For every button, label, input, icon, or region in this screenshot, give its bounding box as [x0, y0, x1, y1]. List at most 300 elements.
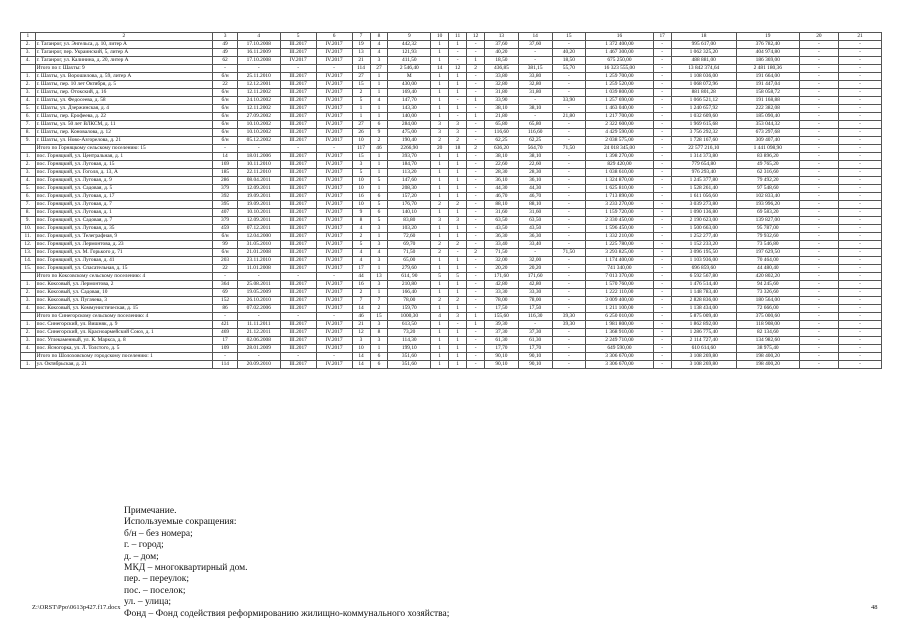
table-cell: 33,90	[552, 97, 586, 105]
table-cell: IV.2017	[316, 249, 352, 257]
table-cell: 4 429 590,00	[586, 129, 653, 137]
table-cell: 1.	[21, 321, 36, 329]
table-cell: 1	[449, 353, 467, 361]
table-cell: -	[653, 305, 671, 313]
table-cell: -	[799, 361, 838, 369]
address-cell: пос. Горняцкий, ул. Луговая, д. 35	[35, 225, 213, 233]
table-cell: -	[653, 193, 671, 201]
table-cell: 1	[449, 89, 467, 97]
table-cell: IV.2017	[316, 337, 352, 345]
table-cell: 12	[449, 65, 467, 73]
table-cell: -	[449, 49, 467, 57]
address-cell: Итого по Синегорскому сельскому поселению: 4	[35, 313, 213, 321]
table-row	[21, 217, 882, 225]
note-line: д. – дом;	[124, 551, 159, 562]
table-cell: -	[839, 137, 882, 145]
table-cell: 31,60	[518, 209, 552, 217]
table-cell: 32,80	[518, 81, 552, 89]
address-cell: пос. Коксовый, ул. Пугачева, 3	[35, 297, 213, 305]
table-cell: 176,70	[388, 201, 431, 209]
table-cell: 1 225 780,00	[586, 241, 653, 249]
table-row	[21, 41, 882, 49]
address-cell: г. Шахты, ул. Ворошилова, д. 59, литер А	[35, 73, 213, 81]
table-cell: 17,50	[485, 305, 519, 313]
table-cell: 1	[370, 185, 388, 193]
table-cell: -	[839, 289, 882, 297]
table-cell: 191 168,88	[736, 97, 799, 105]
table-cell: -	[799, 233, 838, 241]
table-cell: 12.12.2001	[237, 81, 280, 89]
table-cell: 12.11.2002	[237, 89, 280, 97]
table-cell: 3 108 269,80	[671, 353, 736, 361]
table-cell: 27	[370, 65, 388, 73]
table-cell: б/н	[213, 113, 238, 121]
table-cell: 2 828 836,00	[671, 297, 736, 305]
table-cell: 42,80	[485, 281, 519, 289]
table-cell: 1 528 261,40	[671, 185, 736, 193]
table-cell: 44,30	[485, 185, 519, 193]
table-cell: 1 152 233,20	[671, 241, 736, 249]
table-cell: 3	[352, 337, 370, 345]
table-cell: 114	[352, 65, 370, 73]
table-cell: 15.	[21, 265, 36, 273]
table-row	[21, 121, 882, 129]
table-cell: -	[839, 161, 882, 169]
table-cell: 197 629,50	[736, 249, 799, 257]
table-cell: 1 476 514,40	[671, 281, 736, 289]
table-cell: 3.	[21, 297, 36, 305]
table-cell: 36,10	[518, 177, 552, 185]
table-row	[21, 97, 882, 105]
table-cell: -	[518, 97, 552, 105]
table-row	[21, 265, 882, 273]
table-cell: 6 250 010,00	[586, 313, 653, 321]
table-cell: 13	[370, 273, 388, 281]
table-cell: 99	[213, 241, 238, 249]
table-cell: 2	[449, 201, 467, 209]
column-header-number: 16	[586, 33, 653, 41]
table-cell: 79 492,20	[736, 177, 799, 185]
table-cell: IV.2017	[316, 105, 352, 113]
table-cell: IV.2017	[280, 57, 316, 65]
table-row	[21, 225, 882, 233]
table-cell: -	[653, 113, 671, 121]
address-cell: пос. Углекаменный, ул. К. Маркса, д. 8	[35, 337, 213, 345]
table-cell: 40,20	[552, 49, 586, 57]
table-cell: 10.11.2010	[237, 161, 280, 169]
table-cell: 1 066 521,12	[671, 97, 736, 105]
table-cell: -	[653, 177, 671, 185]
table-cell: 475,00	[388, 129, 431, 137]
table-cell: 3 233 270,00	[586, 201, 653, 209]
table-cell: 1 625 810,00	[586, 185, 653, 193]
table-cell: -	[799, 41, 838, 49]
table-cell: 3	[449, 217, 467, 225]
table-cell: 14.	[21, 257, 36, 265]
table-cell: 78,00	[518, 297, 552, 305]
table-cell: 1	[431, 73, 449, 81]
note-line: Фонд – Фонд содействия реформированию жилищно-коммунального хозяйства;	[124, 608, 450, 619]
table-row	[21, 337, 882, 345]
table-cell: 1	[352, 105, 370, 113]
table-cell: 1	[431, 345, 449, 353]
table-cell: -	[653, 169, 671, 177]
table-cell: 395	[213, 201, 238, 209]
table-cell: 6 592 567,80	[671, 273, 736, 281]
table-cell: 649 590,00	[586, 345, 653, 353]
table-cell: -	[653, 329, 671, 337]
table-cell: 63,50	[518, 217, 552, 225]
table-cell: III.2017	[280, 329, 316, 337]
table-cell: -	[839, 225, 882, 233]
table-cell: 1 368 910,00	[586, 329, 653, 337]
table-cell: -	[552, 257, 586, 265]
table-cell: -	[799, 153, 838, 161]
address-cell: пос. Горняцкий, ул. Центральная, д. 1	[35, 153, 213, 161]
table-cell: 1 222 110,00	[586, 289, 653, 297]
table-row	[21, 257, 882, 265]
table-cell: 62,25	[485, 137, 519, 145]
table-cell: -	[552, 185, 586, 193]
table-cell: -	[799, 313, 838, 321]
table-cell: 1 500 663,00	[671, 225, 736, 233]
table-cell: 152	[213, 297, 238, 305]
table-cell: 1	[431, 361, 449, 369]
table-cell: 27	[352, 121, 370, 129]
table-cell: -	[839, 353, 882, 361]
table-cell: IV.2017	[316, 49, 352, 57]
table-cell: -	[799, 337, 838, 345]
address-cell: пос. Коксовый, ул. Садовая, 10	[35, 289, 213, 297]
table-cell: 79 932,60	[736, 233, 799, 241]
table-cell: 22,60	[485, 161, 519, 169]
table-cell: III.2017	[280, 49, 316, 57]
table-cell: -	[280, 65, 316, 73]
table-row	[21, 49, 882, 57]
table-cell: -	[552, 281, 586, 289]
table-cell: -	[839, 113, 882, 121]
table-cell: 13.	[21, 249, 36, 257]
table-cell: 12.09.2011	[237, 185, 280, 193]
table-cell: 1 240 657,92	[671, 105, 736, 113]
table-cell: -	[653, 49, 671, 57]
table-cell: 7 013 370,00	[586, 273, 653, 281]
table-row	[21, 153, 882, 161]
table-row	[21, 105, 882, 113]
table-row	[21, 209, 882, 217]
housing-table-container	[20, 32, 882, 369]
table-cell: 2 114 727,40	[671, 337, 736, 345]
column-header-number: 10	[431, 33, 449, 41]
table-cell: -	[839, 313, 882, 321]
table-cell: 22	[213, 81, 238, 89]
table-cell: -	[552, 89, 586, 97]
table-cell: -	[653, 209, 671, 217]
table-cell: -	[213, 313, 238, 321]
table-cell: -	[213, 65, 238, 73]
table-cell: -	[799, 353, 838, 361]
table-cell: 1	[431, 321, 449, 329]
table-cell: 10	[352, 201, 370, 209]
table-cell: 28,30	[485, 169, 519, 177]
table-cell: 5	[352, 241, 370, 249]
table-cell: 18	[449, 145, 467, 153]
table-cell: 5	[431, 273, 449, 281]
table-cell: 5	[449, 273, 467, 281]
table-cell: 9.	[21, 137, 36, 145]
table-cell: 17	[213, 337, 238, 345]
column-header-number: 2	[35, 33, 213, 41]
table-cell: 83,80	[388, 217, 431, 225]
table-cell: 27	[352, 73, 370, 81]
table-cell: 2 190 623,00	[671, 217, 736, 225]
table-cell: IV.2017	[316, 193, 352, 201]
table-cell: 2.	[21, 41, 36, 49]
table-cell: -	[653, 225, 671, 233]
table-cell: -	[552, 297, 586, 305]
table-cell: 459	[213, 225, 238, 233]
table-cell: -	[653, 361, 671, 369]
table-cell: IV.2017	[316, 241, 352, 249]
table-cell: 8	[370, 329, 388, 337]
table-cell: 15	[352, 153, 370, 161]
table-cell: 33,40	[518, 241, 552, 249]
table-cell: -	[552, 201, 586, 209]
column-header-number: 18	[671, 33, 736, 41]
column-header-number: 11	[449, 33, 467, 41]
table-cell: 1 463 040,00	[586, 105, 653, 113]
table-cell: 673 297,68	[736, 129, 799, 137]
table-cell: 1 314 373,80	[671, 153, 736, 161]
table-cell: 25.11.2010	[237, 73, 280, 81]
table-cell: -	[467, 89, 485, 97]
table-cell: 121,93	[388, 49, 431, 57]
table-cell: -	[839, 89, 882, 97]
table-cell: 20,20	[485, 265, 519, 273]
table-cell: 14	[352, 361, 370, 369]
table-cell: 1 038 610,00	[586, 169, 653, 177]
table-cell: 46	[352, 313, 370, 321]
table-cell: 1 713 890,00	[586, 193, 653, 201]
column-header-number: 21	[839, 33, 882, 41]
table-cell: 3	[370, 281, 388, 289]
table-cell: -	[467, 41, 485, 49]
table-cell: -	[467, 241, 485, 249]
table-cell: 6	[370, 353, 388, 361]
table-cell: 193 996,20	[736, 201, 799, 209]
table-row	[21, 129, 882, 137]
table-cell: 351,60	[388, 353, 431, 361]
table-cell: 2 481 180,36	[736, 65, 799, 73]
table-cell: 407	[213, 209, 238, 217]
table-cell: -	[799, 329, 838, 337]
table-cell: 19.09.2011	[237, 201, 280, 209]
address-cell: пос. Горняцкий, ул. Луговая, д. 15	[35, 161, 213, 169]
table-cell: 28.01.2009	[237, 345, 280, 353]
table-cell: -	[799, 241, 838, 249]
table-cell: 113,20	[388, 169, 431, 177]
table-cell: 1	[431, 41, 449, 49]
table-cell: 11.	[21, 233, 36, 241]
table-cell: 86	[213, 305, 238, 313]
table-cell: -	[799, 89, 838, 97]
table-cell: 19	[352, 41, 370, 49]
table-cell: -	[653, 241, 671, 249]
table-cell: 186 369,00	[736, 57, 799, 65]
table-cell: -	[799, 225, 838, 233]
table-cell: 2	[449, 241, 467, 249]
table-cell: 7.	[21, 121, 36, 129]
table-cell: 3 756 292,32	[671, 129, 736, 137]
table-cell: б/н	[213, 233, 238, 241]
table-cell: III.2017	[280, 217, 316, 225]
table-cell: III.2017	[280, 249, 316, 257]
table-cell: 1	[370, 105, 388, 113]
table-cell: 1 259 520,00	[586, 81, 653, 89]
table-cell: IV.2017	[316, 57, 352, 65]
table-cell: -	[653, 297, 671, 305]
table-cell: III.2017	[280, 241, 316, 249]
table-cell: 1 032 609,60	[671, 113, 736, 121]
table-cell: -	[449, 57, 467, 65]
table-cell: -	[799, 169, 838, 177]
table-cell: -	[839, 41, 882, 49]
table-cell: 2	[467, 145, 485, 153]
table-cell: 37,60	[518, 41, 552, 49]
table-cell: 1.	[21, 361, 36, 369]
table-cell: IV.2017	[316, 153, 352, 161]
table-row	[21, 57, 882, 65]
table-cell: 1.	[21, 153, 36, 161]
table-cell: III.2017	[280, 345, 316, 353]
table-cell: 22,60	[518, 161, 552, 169]
column-header-number: 4	[237, 33, 280, 41]
table-cell: -	[839, 329, 882, 337]
address-cell: Итого по Шолоховскому городскому поселению: 1	[35, 353, 213, 361]
table-row	[21, 289, 882, 297]
table-cell: 1	[449, 337, 467, 345]
table-cell: 61,30	[518, 337, 552, 345]
column-header-number: 1	[21, 33, 36, 41]
table-cell: 881 801,28	[671, 89, 736, 97]
table-cell: -	[839, 233, 882, 241]
table-cell: -	[467, 281, 485, 289]
table-cell: III.2017	[280, 169, 316, 177]
table-cell: 4.	[21, 57, 36, 65]
table-cell: -	[839, 65, 882, 73]
table-cell: 185	[213, 169, 238, 177]
table-cell: 379	[213, 217, 238, 225]
table-cell: 1	[449, 73, 467, 81]
table-cell: III.2017	[280, 233, 316, 241]
table-cell: 33,40	[485, 241, 519, 249]
table-cell: 3 009 400,00	[586, 297, 653, 305]
table-cell: 1 981 800,00	[586, 321, 653, 329]
table-cell: -	[552, 153, 586, 161]
table-cell: 10.	[21, 225, 36, 233]
table-cell: -	[467, 49, 485, 57]
table-cell: 46,70	[518, 193, 552, 201]
table-cell: 31,80	[518, 89, 552, 97]
table-cell: 1 090 136,80	[671, 209, 736, 217]
table-cell: -	[552, 225, 586, 233]
table-cell: IV.2017	[316, 81, 352, 89]
table-cell: IV.2017	[316, 297, 352, 305]
table-cell: 7	[352, 297, 370, 305]
table-cell: 90,10	[485, 353, 519, 361]
table-cell: -	[653, 233, 671, 241]
table-cell: 12.	[21, 241, 36, 249]
column-header-number: 8	[370, 33, 388, 41]
table-cell: IV.2017	[316, 361, 352, 369]
table-cell: 1	[449, 41, 467, 49]
table-cell: III.2017	[280, 209, 316, 217]
table-cell: -	[839, 209, 882, 217]
table-cell: 976 293,40	[671, 169, 736, 177]
table-cell: 5	[352, 97, 370, 105]
table-cell: -	[653, 273, 671, 281]
table-cell: 4	[352, 257, 370, 265]
table-cell: 1 286 775,40	[671, 329, 736, 337]
table-cell: 158 058,72	[736, 89, 799, 97]
address-cell: г. Таганрог, пер. Украинский, 5, литер А	[35, 49, 213, 57]
address-cell: пос. Горняцкий, ул. Луговая, д. 9	[35, 177, 213, 185]
address-cell: пос. Горняцкий, ул. М. Горького д. 71	[35, 249, 213, 257]
table-cell: -	[653, 57, 671, 65]
table-cell: -	[653, 353, 671, 361]
table-cell: IV.2017	[316, 209, 352, 217]
table-cell: 25.08.2011	[237, 281, 280, 289]
table-cell: -	[467, 161, 485, 169]
table-cell: 1	[370, 265, 388, 273]
table-cell: 4	[370, 249, 388, 257]
table-cell: 38,10	[518, 153, 552, 161]
table-cell: -	[552, 105, 586, 113]
table-cell: -	[839, 49, 882, 57]
table-cell: 55,70	[552, 65, 586, 73]
table-cell: -	[467, 73, 485, 81]
table-cell: 78,00	[388, 297, 431, 305]
table-cell: 28,30	[518, 169, 552, 177]
address-cell: Итого по Коксовскому сельскому поселению: 4	[35, 273, 213, 281]
table-cell: 1	[431, 57, 449, 65]
table-cell: -	[839, 257, 882, 265]
table-cell: 180 564,00	[736, 297, 799, 305]
table-row	[21, 169, 882, 177]
table-cell: 134 982,60	[736, 337, 799, 345]
table-cell: -	[799, 297, 838, 305]
table-cell: -	[552, 129, 586, 137]
table-cell: 5 875 009,40	[671, 313, 736, 321]
table-cell: 1 245 377,80	[671, 177, 736, 185]
table-cell: 1	[449, 177, 467, 185]
address-cell: пос. Горняцкий, ул. Телеграфная, 9	[35, 233, 213, 241]
table-row	[21, 361, 882, 369]
table-cell: -	[839, 177, 882, 185]
table-cell: IV.2017	[316, 185, 352, 193]
table-cell: 1	[431, 225, 449, 233]
table-cell: 62 316,60	[736, 169, 799, 177]
table-cell: 6	[370, 121, 388, 129]
table-cell: 82 134,60	[736, 329, 799, 337]
table-cell: -	[799, 257, 838, 265]
table-cell: 1 138 434,00	[671, 305, 736, 313]
table-cell: 159,70	[388, 305, 431, 313]
table-cell: 3	[370, 321, 388, 329]
table-header-row	[21, 33, 882, 41]
table-cell: 37,30	[518, 329, 552, 337]
table-cell: IV.2017	[316, 97, 352, 105]
